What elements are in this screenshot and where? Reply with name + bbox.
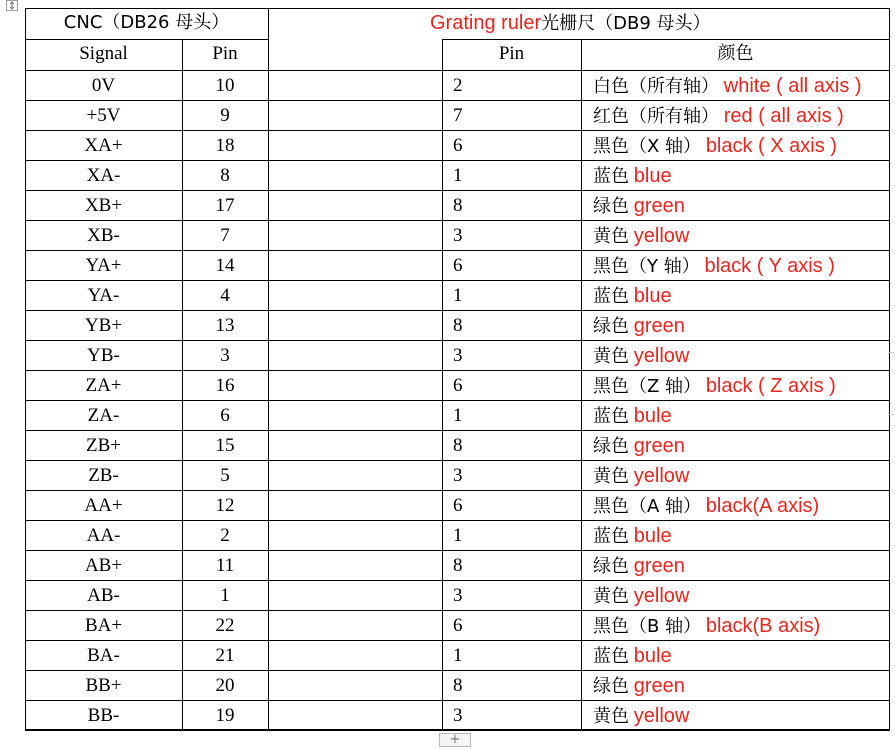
scrollbar-marker (888, 414, 894, 415)
wire-color-cell (593, 131, 837, 161)
wire-color-chinese: 黑色（Z 轴） (593, 376, 702, 397)
wire-color-cell (593, 311, 685, 341)
wire-color-cell (593, 191, 685, 221)
wire-color-cell (593, 491, 819, 521)
wire-color-chinese: 白色（所有轴） (593, 76, 719, 97)
grating-pin-cell: 3 (453, 345, 463, 366)
grating-header-title (430, 8, 711, 38)
move-handle-glyph (7, 1, 17, 10)
column-divider-gpin-color (581, 39, 582, 730)
wire-color-chinese: 蓝色 (593, 166, 629, 187)
grating-pin-cell: 8 (453, 555, 463, 576)
wire-color-english: blue (633, 285, 672, 307)
cnc-header-title: CNC（DB26 母头） (63, 12, 230, 33)
wire-color-english: black ( Z axis ) (705, 375, 836, 397)
wire-color-chinese: 黑色（A 轴） (593, 496, 702, 517)
pinout-table (25, 8, 890, 730)
wire-color-english: yellow (633, 225, 690, 247)
wire-color-chinese: 绿色 (593, 436, 629, 457)
signal-cell: XB- (87, 225, 120, 246)
column-header-grating-pin: Pin (498, 43, 525, 64)
wire-color-english: black(B axis) (705, 615, 821, 637)
grating-pin-cell: 3 (453, 465, 463, 486)
wire-color-cell (593, 641, 672, 671)
wire-color-chinese: 黄色 (593, 346, 629, 367)
wire-color-cell (593, 281, 672, 311)
wire-color-english: black ( X axis ) (705, 135, 837, 157)
header-divider-vertical (268, 8, 269, 70)
signal-cell: BB+ (85, 675, 122, 696)
wire-color-chinese: 黄色 (593, 226, 629, 247)
signal-cell: ZB- (88, 465, 119, 486)
grating-pin-cell: 1 (453, 165, 463, 186)
wire-color-cell (593, 521, 672, 551)
cnc-pin-cell: 21 (215, 645, 235, 666)
wire-color-cell (593, 701, 689, 731)
cnc-pin-cell: 20 (215, 675, 235, 696)
grating-pin-cell: 8 (453, 435, 463, 456)
grating-pin-cell: 1 (453, 285, 463, 306)
wire-color-chinese: 黑色（B 轴） (593, 616, 702, 637)
cnc-pin-cell: 19 (215, 705, 235, 726)
wire-color-cell (593, 371, 836, 401)
signal-cell: ZA+ (85, 375, 122, 396)
wire-color-cell (593, 461, 689, 491)
cnc-pin-cell: 14 (215, 255, 235, 276)
wire-color-chinese: 黄色 (593, 706, 629, 727)
wire-color-english: bule (633, 645, 672, 667)
wire-color-cell (593, 101, 844, 131)
cnc-pin-cell: 15 (215, 435, 235, 456)
wire-color-english: white ( all axis ) (723, 75, 862, 97)
cnc-pin-cell: 7 (220, 225, 230, 246)
wire-color-chinese: 红色（所有轴） (593, 106, 719, 127)
cnc-pin-cell: 17 (215, 195, 235, 216)
grating-pin-cell: 3 (453, 585, 463, 606)
table-border-right (889, 8, 890, 730)
wire-color-chinese: 绿色 (593, 196, 629, 217)
wire-color-cell (593, 251, 835, 281)
wire-color-english: yellow (633, 345, 690, 367)
signal-cell: YB+ (84, 315, 123, 336)
wire-color-cell (593, 71, 862, 101)
grating-pin-cell: 6 (453, 495, 463, 516)
cnc-pin-cell: 13 (215, 315, 235, 336)
signal-cell: AA+ (84, 495, 123, 516)
cnc-pin-cell: 16 (215, 375, 235, 396)
add-row-button[interactable]: + (439, 733, 471, 747)
wire-color-cell (593, 221, 689, 251)
wire-color-cell (593, 341, 689, 371)
cnc-pin-cell: 5 (220, 465, 230, 486)
column-header-pin: Pin (212, 43, 238, 64)
grating-pin-cell: 6 (453, 135, 463, 156)
cnc-pin-cell: 9 (220, 105, 230, 126)
wire-color-english: black ( Y axis ) (704, 255, 835, 277)
signal-cell: AA- (86, 525, 121, 546)
column-divider-gap-gpin (442, 39, 443, 730)
wire-color-english: yellow (633, 705, 690, 727)
grating-pin-cell: 1 (453, 405, 463, 426)
grating-title-chinese: 光栅尺（DB9 母头） (541, 13, 711, 34)
cnc-pin-cell: 12 (215, 495, 235, 516)
wire-color-chinese: 黄色 (593, 466, 629, 487)
grating-pin-cell: 8 (453, 195, 463, 216)
column-header-signal: Signal (79, 43, 128, 64)
wire-color-english: green (633, 315, 685, 337)
wire-color-english: blue (633, 165, 672, 187)
scrollbar-marker (888, 352, 894, 353)
cnc-pin-cell: 10 (215, 75, 235, 96)
wire-color-english: black(A axis) (705, 495, 820, 517)
grating-pin-cell: 1 (453, 525, 463, 546)
signal-cell: AB- (87, 585, 120, 606)
wire-color-cell (593, 611, 820, 641)
wire-color-english: yellow (633, 465, 690, 487)
wire-color-chinese: 黑色（Y 轴） (593, 256, 700, 277)
wire-color-cell (593, 161, 672, 191)
wire-color-chinese: 蓝色 (593, 406, 629, 427)
wire-color-chinese: 蓝色 (593, 526, 629, 547)
wire-color-cell (593, 671, 685, 701)
cnc-pin-cell: 4 (220, 285, 230, 306)
wire-color-chinese: 黑色（X 轴） (593, 136, 702, 157)
signal-cell: BB- (87, 705, 120, 726)
wire-color-english: green (633, 555, 685, 577)
signal-cell: ZB+ (86, 435, 121, 456)
wire-color-chinese: 绿色 (593, 556, 629, 577)
signal-cell: ZA- (87, 405, 120, 426)
signal-cell: 0V (91, 75, 116, 96)
grating-pin-cell: 3 (453, 225, 463, 246)
signal-cell: YA+ (85, 255, 122, 276)
grating-pin-cell: 7 (453, 105, 463, 126)
wire-color-english: green (633, 195, 685, 217)
signal-cell: YB- (87, 345, 120, 366)
wire-color-chinese: 绿色 (593, 676, 629, 697)
signal-cell: AB+ (84, 555, 123, 576)
grating-pin-cell: 8 (453, 315, 463, 336)
column-header-color: 颜色 (717, 43, 754, 64)
wire-color-cell (593, 551, 685, 581)
wire-color-english: yellow (633, 585, 690, 607)
cnc-pin-cell: 8 (220, 165, 230, 186)
wire-color-chinese: 绿色 (593, 316, 629, 337)
wire-color-cell (593, 401, 672, 431)
grating-pin-cell: 1 (453, 645, 463, 666)
signal-cell: XA- (86, 165, 121, 186)
wire-color-chinese: 黄色 (593, 586, 629, 607)
signal-cell: XB+ (84, 195, 123, 216)
wire-color-chinese: 蓝色 (593, 286, 629, 307)
grating-pin-cell: 6 (453, 375, 463, 396)
signal-cell: YA- (87, 285, 120, 306)
move-handle-icon[interactable] (6, 0, 18, 11)
wire-color-english: bule (633, 525, 672, 547)
wire-color-chinese: 蓝色 (593, 646, 629, 667)
grating-title-english: Grating ruler (430, 12, 542, 34)
grating-pin-cell: 3 (453, 705, 463, 726)
wire-color-english: green (633, 675, 685, 697)
signal-cell: BA- (87, 645, 120, 666)
cnc-pin-cell: 2 (220, 525, 230, 546)
cnc-pin-cell: 3 (220, 345, 230, 366)
signal-cell: +5V (86, 105, 121, 126)
cnc-pin-cell: 18 (215, 135, 235, 156)
signal-cell: XA+ (84, 135, 123, 156)
grating-pin-cell: 8 (453, 675, 463, 696)
cnc-pin-cell: 11 (215, 555, 235, 576)
wire-color-english: bule (633, 405, 672, 427)
wire-color-cell (593, 431, 685, 461)
wire-color-english: green (633, 435, 685, 457)
wire-color-english: red ( all axis ) (723, 105, 844, 127)
grating-pin-cell: 6 (453, 255, 463, 276)
signal-cell: BA+ (84, 615, 123, 636)
grating-pin-cell: 2 (453, 75, 463, 96)
cnc-pin-cell: 6 (220, 405, 230, 426)
cnc-pin-cell: 22 (215, 615, 235, 636)
cnc-pin-cell: 1 (220, 585, 230, 606)
wire-color-cell (593, 581, 689, 611)
grating-pin-cell: 6 (453, 615, 463, 636)
